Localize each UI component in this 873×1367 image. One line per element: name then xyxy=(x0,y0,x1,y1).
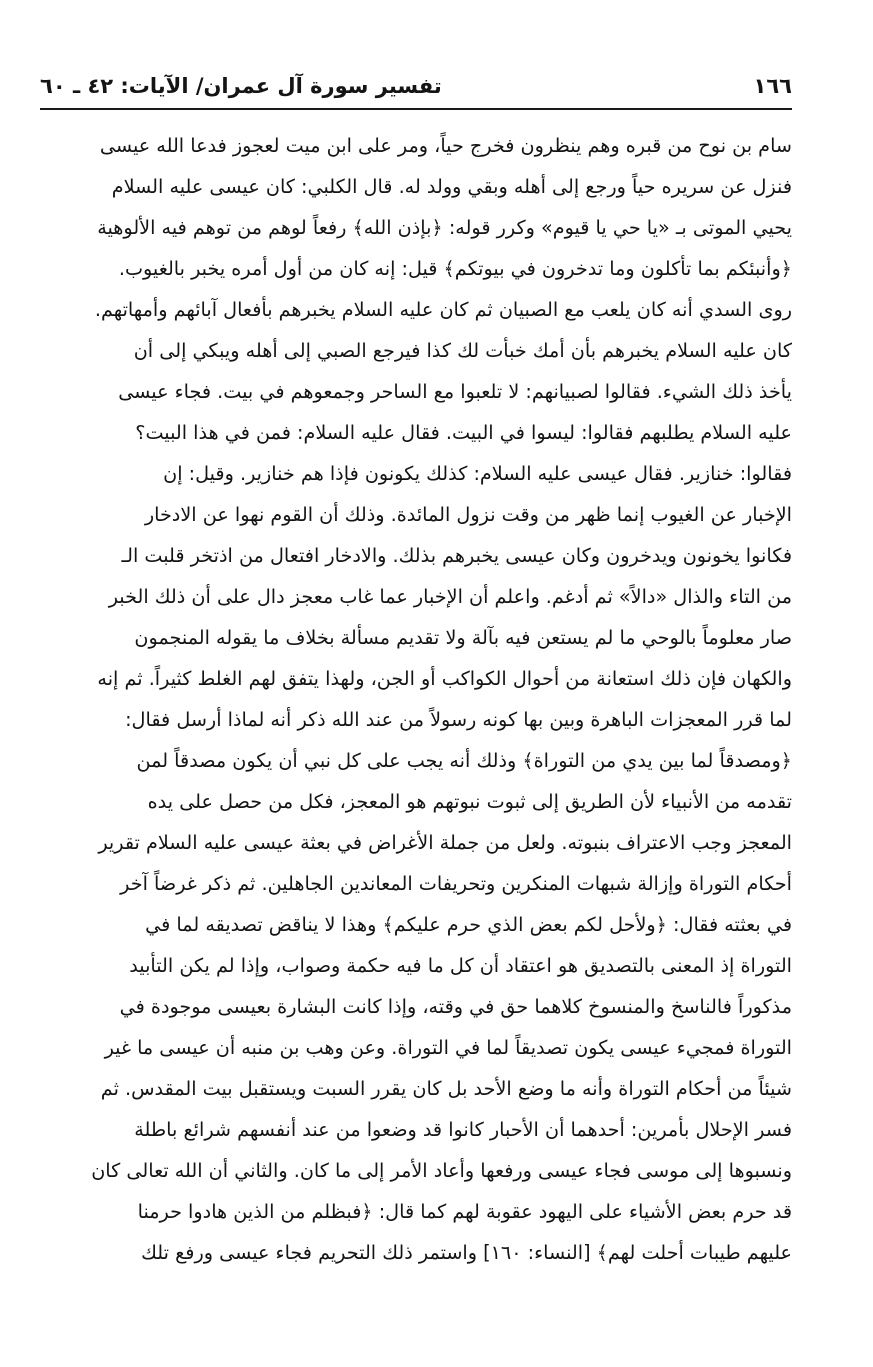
text-line: سام بن نوح من قبره وهم ينظرون فخرج حياً، ومر على ابن ميت لعجوز فدعا الله عيسى xyxy=(99,134,792,157)
page-number: ١٦٦ xyxy=(753,74,792,98)
text-line: التوراة فمجيء عيسى يكون تصديقاً لما في التوراة. وعن وهب بن منبه أن عيسى ما غير xyxy=(104,1036,792,1059)
text-line: ﴿وأنبئكم بما تأكلون وما تدخرون في بيوتكم﴾ قيل: إنه كان من أول أمره يخبر بالغيوب. xyxy=(118,257,792,280)
text-line: عليه السلام يطلبهم فقالوا: ليسوا في البيت. فقال عليه السلام: فمن في هذا البيت؟ xyxy=(135,421,792,444)
text-line: فكانوا يخونون ويدخرون وكان عيسى يخبرهم بذلك. والادخار افتعال من اذتخر قلبت الـ xyxy=(121,544,792,567)
text-line: تقدمه من الأنبياء لأن الطريق إلى ثبوت نبوتهم هو المعجز، فكل من حصل على يده xyxy=(147,790,792,813)
text-line: قد حرم بعض الأشياء على اليهود عقوبة لهم كما قال: ﴿فبظلم من الذين هادوا حرمنا xyxy=(137,1200,792,1223)
text-line: والكهان فإن ذلك استعانة من أحوال الكواكب أو الجن، ولهذا يتفق لهم الغلط كثيراً. ثم إنه xyxy=(97,667,792,690)
text-line: أحكام التوراة وإزالة شبهات المنكرين وتحريفات المعاندين الجاهلين. ثم ذكر غرضاً آخر xyxy=(120,872,792,895)
text-line: يحيي الموتى بـ «يا حي يا قيوم» وكرر قوله: ﴿بإذن الله﴾ رفعاً لوهم من توهم فيه الألوهية xyxy=(97,216,792,239)
text-line: عليهم طيبات أحلت لهم﴾ [النساء: ١٦٠] واستمر ذلك التحريم فجاء عيسى ورفع تلك xyxy=(141,1241,792,1264)
text-line: ونسبوها إلى موسى فجاء عيسى ورفعها وأعاد الأمر إلى ما كان. والثاني أن الله تعالى كان xyxy=(91,1159,792,1182)
body-text xyxy=(40,125,792,1273)
text-line: الإخبار عن الغيوب إنما ظهر من وقت نزول المائدة. وذلك أن القوم نهوا عن الادخار xyxy=(144,503,792,526)
text-line: فسر الإحلال بأمرين: أحدهما أن الأحبار كانوا قد وضعوا من عند أنفسهم شرائع باطلة xyxy=(134,1118,792,1141)
text-line: روى السدي أنه كان يلعب مع الصبيان ثم كان عليه السلام يخبرهم بأفعال آبائهم وأمهاتهم. xyxy=(94,298,792,321)
text-line: المعجز وجب الاعتراف بنبوته. ولعل من جملة الأغراض في بعثة عيسى عليه السلام تقرير xyxy=(98,831,792,854)
text-line: من التاء والذال «دالاً» ثم أدغم. واعلم أن الإخبار عما غاب معجز دال على أن ذلك الخبر xyxy=(108,585,792,608)
text-line: التوراة إذ المعنى بالتصديق هو اعتقاد أن كل ما فيه حكمة وصواب، وإذا لم يكن التأبيد xyxy=(129,954,792,977)
text-line: صار معلوماً بالوحي ما لم يستعن فيه بآلة ولا تقديم مسألة بخلاف ما يقوله المنجمون xyxy=(134,626,792,649)
text-line: مذكوراً فالناسخ والمنسوخ كلاهما حق في وقته، وإذا كانت البشارة بعيسى موجودة في xyxy=(119,995,792,1018)
text-line: في بعثته فقال: ﴿ولأحل لكم بعض الذي حرم عليكم﴾ وهذا لا يناقض تصديقه لما في xyxy=(145,913,792,936)
text-line: فقالوا: خنازير. فقال عيسى عليه السلام: كذلك يكونون فإذا هم خنازير. وقيل: إن xyxy=(163,462,792,485)
text-line: ﴿ومصدقاً لما بين يدي من التوراة﴾ وذلك أنه يجب على كل نبي أن يكون مصدقاً لمن xyxy=(136,749,792,772)
text-line: لما قرر المعجزات الباهرة وبين بها كونه رسولاً من عند الله ذكر أنه لماذا أرسل فقال: xyxy=(125,708,792,731)
text-line: كان عليه السلام يخبرهم بأن أمك خبأت لك كذا فيرجع الصبي إلى أهله ويبكي إلى أن xyxy=(133,339,792,362)
page-header xyxy=(40,74,792,110)
running-title: تفسير سورة آل عمران/ الآيات: ٤٢ ـ ٦٠ xyxy=(40,74,442,98)
text-line: فنزل عن سريره حياً ورجع إلى أهله وبقي وولد له. قال الكلبي: كان عيسى عليه السلام xyxy=(111,175,792,198)
text-line: يأخذ ذلك الشيء. فقالوا لصبيانهم: لا تلعبوا مع الساحر وجمعوهم في بيت. فجاء عيسى xyxy=(118,380,792,403)
text-line: شيئاً من أحكام التوراة وأنه ما وضع الأحد بل كان يقرر السبت ويستقبل بيت المقدس. ثم xyxy=(100,1077,792,1100)
